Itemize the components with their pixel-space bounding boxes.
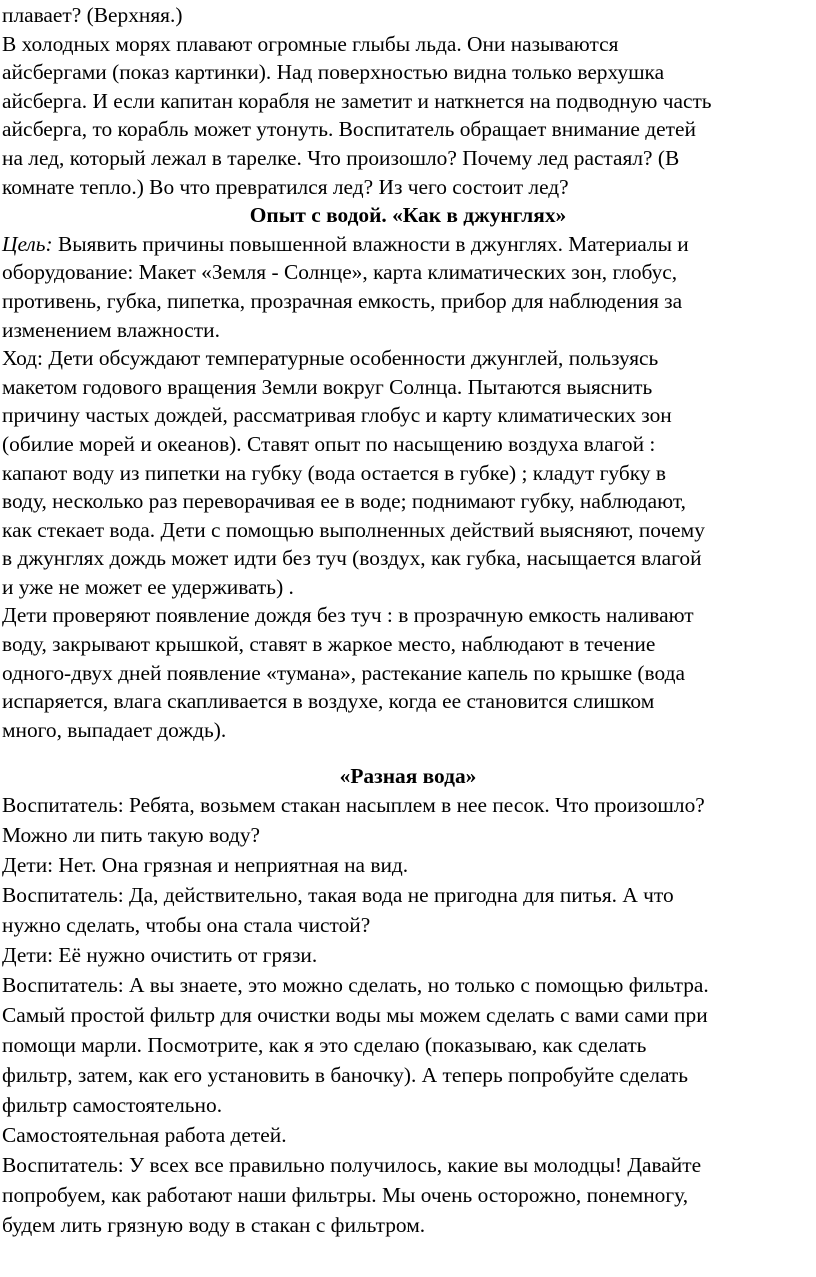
text-line: айсбергами (показ картинки). Над поверхностью видна только верхушка <box>2 60 665 85</box>
text-line: оборудование: Макет «Земля - Солнце», карта климатических зон, глобус, <box>2 260 678 285</box>
text-line: противень, губка, пипетка, прозрачная емкость, прибор для наблюдения за <box>2 288 683 313</box>
dialogue-line: Воспитатель: Да, действительно, такая вода не пригодна для питья. А что <box>2 883 674 907</box>
dialogue-section <box>2 790 814 1240</box>
dialogue-line: Дети: Нет. Она грязная и неприятная на вид. <box>2 853 409 877</box>
text-line: как стекает вода. Дети с помощью выполненных действий выясняют, почему <box>2 517 705 542</box>
section-title: «Разная вода» <box>339 764 477 788</box>
text-line: (обилие морей и океанов). Ставят опыт по насыщению воздуха влагой : <box>2 431 656 456</box>
text-line: в джунглях дождь может идти без туч (воздух, как губка, насыщается влагой <box>2 546 702 571</box>
dialogue-line: нужно сделать, чтобы она стала чистой? <box>2 913 371 937</box>
text-line: одного-двух дней появление «тумана», растекание капель по крышке (вода <box>2 660 685 685</box>
text-line: и уже не может ее удерживать) . <box>2 574 294 599</box>
dialogue-line: помощи марли. Посмотрите, как я это сделаю (показываю, как сделать <box>2 1033 647 1057</box>
text-line: на лед, который лежал в тарелке. Что произошло? Почему лед растаял? (В <box>2 145 680 170</box>
dialogue-line: попробуем, как работают наши фильтры. Мы очень осторожно, понемногу, <box>2 1183 689 1207</box>
goal-line <box>2 230 814 259</box>
text-line: воду, закрывают крышкой, ставят в жаркое место, наблюдают в течение <box>2 632 656 657</box>
text-line: Ход: Дети обсуждают температурные особенности джунглей, пользуясь <box>2 346 659 371</box>
text-line: В холодных морях плавают огромные глыбы льда. Они называются <box>2 31 619 56</box>
text-line: причину частых дождей, рассматривая глобус и карту климатических зон <box>2 403 672 428</box>
experiment-section <box>2 1 814 744</box>
text-line: макетом годового вращения Земли вокруг Солнца. Пытаются выяснить <box>2 374 653 399</box>
text-line: Дети проверяют появление дождя без туч : в прозрачную емкость наливают <box>2 603 694 628</box>
text-line: комнате тепло.) Во что превратился лед? Из чего состоит лед? <box>2 174 569 199</box>
dialogue-line: Воспитатель: А вы знаете, это можно сделать, но только с помощью фильтра. <box>2 973 709 997</box>
dialogue-line: будем лить грязную воду в стакан с фильтром. <box>2 1213 426 1237</box>
dialogue-line: Можно ли пить такую воду? <box>2 823 261 847</box>
goal-label: Цель: <box>2 231 53 256</box>
text-line: плавает? (Верхняя.) <box>2 3 183 27</box>
text-line: айсберга. И если капитан корабля не заметит и наткнется на подводную часть <box>2 88 712 113</box>
goal-text: Выявить причины повышенной влажности в джунглях. Материалы и <box>52 231 689 256</box>
dialogue-line: фильтр самостоятельно. <box>2 1093 223 1117</box>
dialogue-line: Воспитатель: Ребята, возьмем стакан насыплем в нее песок. Что произошло? <box>2 793 705 817</box>
dialogue-line: Воспитатель: У всех все правильно получилось, какие вы молодцы! Давайте <box>2 1153 702 1177</box>
text-line: изменением влажности. <box>2 317 220 342</box>
dialogue-line: фильтр, затем, как его установить в баночку). А теперь попробуйте сделать <box>2 1063 689 1087</box>
text-line: айсберга, то корабль может утонуть. Воспитатель обращает внимание детей <box>2 117 696 142</box>
text-line: воду, несколько раз переворачивая ее в воде; поднимают губку, наблюдают, <box>2 489 686 514</box>
text-line: капают воду из пипетки на губку (вода остается в губке) ; кладут губку в <box>2 460 666 485</box>
dialogue-line: Самый простой фильтр для очистки воды мы можем сделать с вами сами при <box>2 1003 708 1027</box>
text-line: много, выпадает дождь). <box>2 717 227 742</box>
dialogue-line: Самостоятельная работа детей. <box>2 1123 287 1147</box>
text-line: испаряется, влага скапливается в воздухе, когда ее становится слишком <box>2 689 655 714</box>
experiment-title: Опыт с водой. «Как в джунглях» <box>249 203 567 228</box>
dialogue-line: Дети: Её нужно очистить от грязи. <box>2 943 318 967</box>
